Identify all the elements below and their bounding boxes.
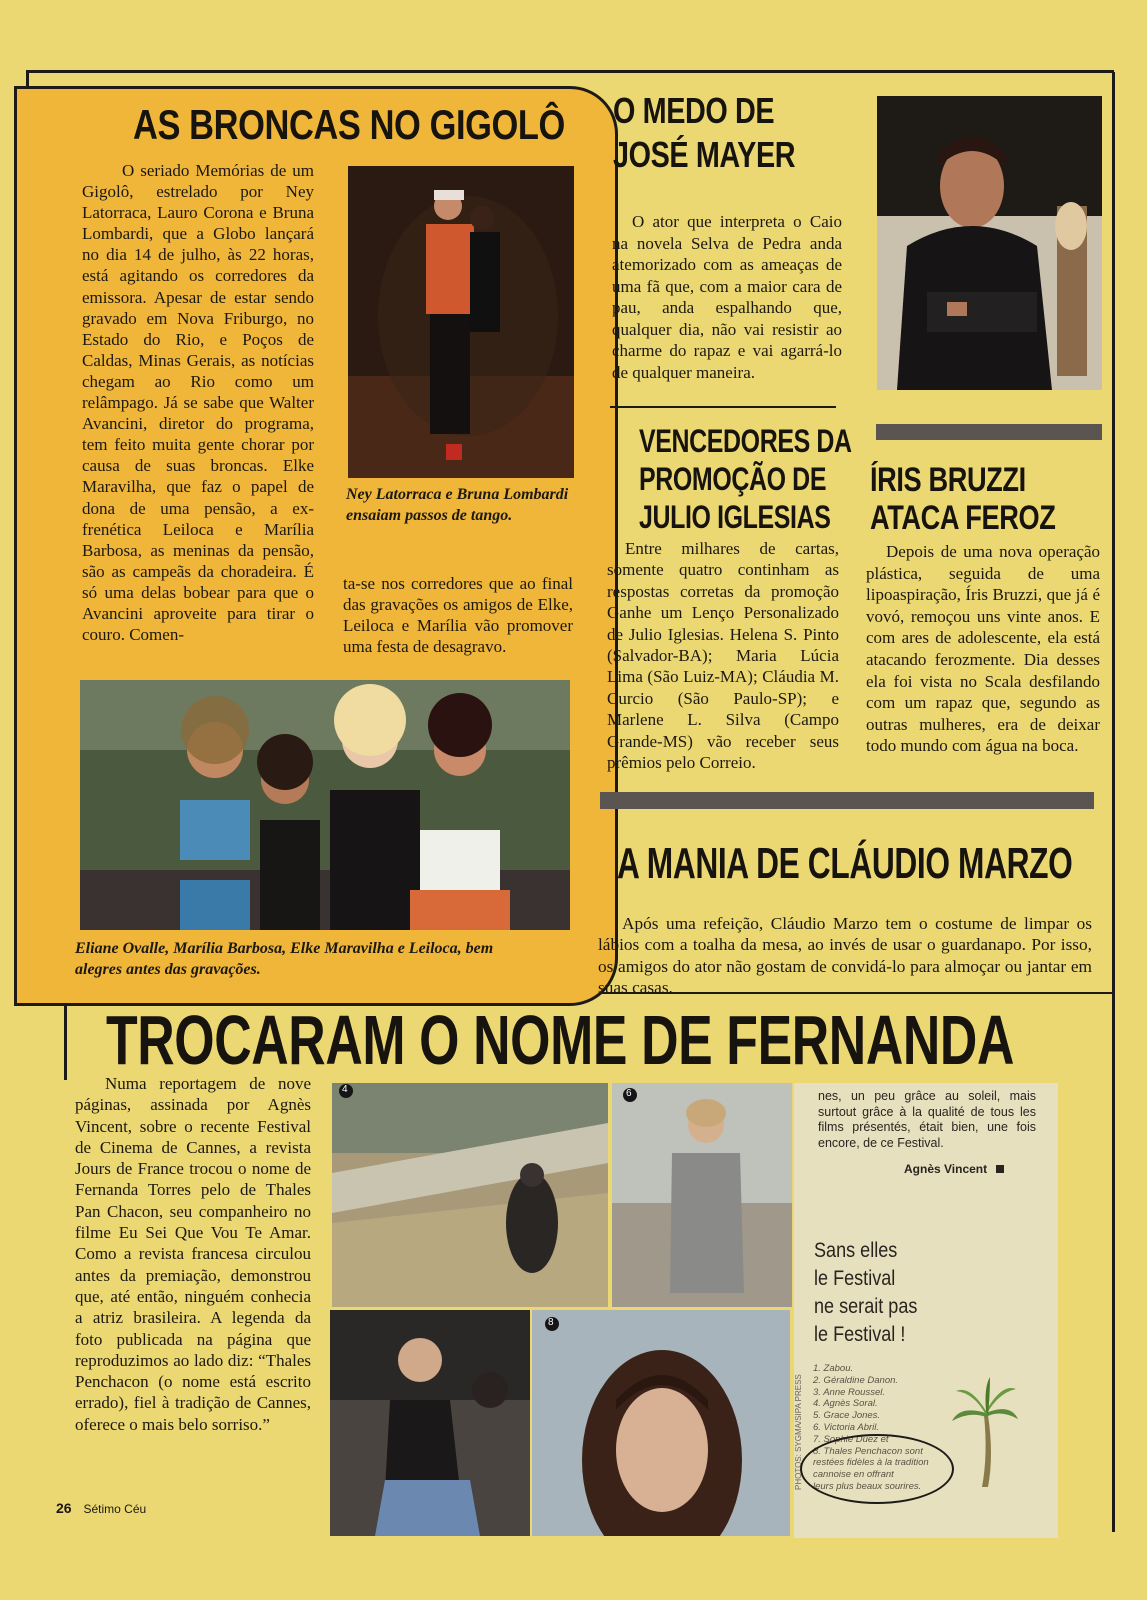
iris-text: Depois de uma nova operação plástica, seguida de uma lipoaspiração, Íris Bruzzi, que já é vovó, remoçou uns vinte anos. E com ares de adolescente, ela está atacando ferozmente. Dia desses ela foi vista no Scala desfilando com um rapaz que, segundo as outras mulheres, era de deixar todo mundo com água na boca.: [866, 542, 1100, 756]
clipping-title-3: ne serait pas: [814, 1295, 918, 1318]
claudio-headline: A MANIA DE CLÁUDIO MARZO: [617, 839, 1073, 888]
top-border-line: [26, 70, 1114, 73]
clipping-list-item: 3. Anne Roussel.: [813, 1386, 885, 1398]
clipping-photo-credit: PHOTOS: SYGMA/SIPA PRESS: [794, 1374, 803, 1490]
clipping-list-item: 8. Thales Penchacon sont: [813, 1445, 923, 1457]
page-number: 26: [56, 1500, 72, 1516]
clipping-handdrawn-ellipse: [800, 1434, 954, 1504]
clipping-photo-zabou: [332, 1083, 608, 1307]
clipping-photo-number-6: 6: [626, 1088, 632, 1099]
clipping-author-name: Agnès Vincent: [904, 1162, 988, 1176]
claudio-text: Após uma refeição, Cláudio Marzo tem o costume de limpar os lábios com a toalha da mesa, ao invés de usar o guardanapo. Por isso, os amigos do ator não gostam de convidá-lo para almoçar ou jantar em suas casas.: [598, 914, 1092, 997]
clipping-photo-number-4: 4: [342, 1084, 348, 1095]
clipping-photo-geraldine: [612, 1083, 792, 1307]
clipping-list-item: cannoise en offrant: [813, 1469, 894, 1481]
photo-actresses-group: [80, 680, 570, 930]
palm-tree-illustration: [950, 1375, 1020, 1490]
julio-text: Entre milhares de cartas, somente quatro continham as respostas corretas da promoção Ganhe um Lenço Personalizado de Julio Iglesias. Helena S. Pinto (Salvador-BA); Maria Lúcia Lima (São Luiz-MA); Cláudia M. Curcio (São Paulo-SP); e Marlene L. Silva (Campo Grande-MS) vão receber seus prêmios pelo Correio.: [607, 539, 839, 773]
clipping-title-2: le Festival: [814, 1267, 896, 1290]
clipping-title-1: Sans elles: [814, 1239, 898, 1262]
jose-mayer-headline-2: JOSÉ MAYER: [613, 134, 796, 175]
magazine-name: Sétimo Céu: [83, 1502, 147, 1516]
boxed-story-headline: AS BRONCAS NO GIGOLÔ: [133, 101, 565, 148]
photo-tango-rehearsal: [348, 166, 574, 478]
clipping-list-item: 6. Victoria Abril.: [813, 1421, 879, 1433]
julio-headline-3: JULIO IGLESIAS: [639, 499, 831, 535]
julio-headline-2: PROMOÇÃO DE: [639, 461, 827, 497]
clipping-title-4: le Festival !: [814, 1323, 906, 1346]
boxed-story-col2-text: ta-se nos corredores que ao final das gravações os amigos de Elke, Leiloca e Marília vão promover uma festa de desagravo.: [343, 574, 573, 656]
fernanda-headline: TROCARAM O NOME DE FERNANDA: [106, 1001, 1015, 1079]
photo-actresses-caption: Eliane Ovalle, Marília Barbosa, Elke Maravilha e Leiloca, bem alegres antes das gravações.: [75, 940, 494, 978]
clipping-list-item: restées fidèles à la tradition: [813, 1457, 929, 1469]
photo-tango-caption: Ney Latorraca e Bruna Lombardi ensaiam passos de tango.: [346, 486, 569, 524]
clipping-author: [904, 1162, 1004, 1176]
julio-headline-1: VENCEDORES DA: [639, 423, 852, 459]
fernanda-text: Numa reportagem de nove páginas, assinada por Agnès Vincent, sobre o recente Festival de Cinema de Cannes, a revista Jours de France trocou o nome de Fernanda Torres pelo de Thales Pan Chacon, seu companheiro no filme Eu Sei Que Vou Te Amar. Como a revista francesa circulou antes da premiação, demonstrou que, até então, ninguém conhecia a atriz brasileira. A legenda da foto publicada na página que reproduzimos ao lado diz: “Thales Penchacon (o nome está escrito errado), fiel à tradição de Cannes, oferece o mais belo sorriso.”: [75, 1074, 311, 1434]
clipping-intro-text: nes, un peu grâce au soleil, mais surtout grâce à la qualité de tous les films présentés, était bien, une fois encore, de ce Festival.: [818, 1089, 1036, 1150]
clipping-photo-grace: [330, 1310, 530, 1536]
photo-jose-mayer: [877, 96, 1102, 390]
iris-headline-2: ATACA FEROZ: [870, 499, 1056, 537]
iris-headline-1: ÍRIS BRUZZI: [870, 461, 1026, 499]
clipping-list-item: 4. Agnès Soral.: [813, 1398, 878, 1410]
clipping-list-item: 7. Sophie Duez et: [813, 1433, 889, 1445]
jose-mayer-headline-1: O MEDO DE: [613, 90, 775, 131]
page-footer: [56, 1500, 146, 1516]
iris-top-bar: [876, 424, 1102, 440]
clipping-list-item: leurs plus beaux sourires.: [813, 1480, 922, 1492]
jose-mayer-divider: [610, 406, 836, 408]
boxed-story-col1-text: O seriado Memórias de um Gigolô, estrelado por Ney Latorraca, Lauro Corona e Bruna Lombardi, que a Globo lançará no dia 14 de julho, às 22 horas, está agitando os corredores da emissora. Apesar de estar sendo gravado em Nova Friburgo, no Estado do Rio, e Poços de Caldas, Minas Gerais, as notícias chegam ao Rio como um relâmpago. Já se sabe que Walter Avancini, diretor do programa, tem feito muita gente chorar por causa de suas broncas. Elke Maravilha, que faz o papel de dona de uma pensão, a ex-frenética Leiloca e Marília Barbosa, as meninas da pensão, são as campeãs da choradeira. É só uma delas bobear para que o Avancini aproveite para tirar o couro. Comen-: [82, 161, 314, 645]
jose-mayer-text: O ator que interpreta o Caio na novela Selva de Pedra anda atemorizado com as ameaças de uma fã que, com a maior cara de pau, anda espalhando que, qualquer dia, não vai resistir ao charme do rapaz e vai agarrá-lo de qualquer maneira.: [612, 212, 842, 382]
clipping-list-item: 1. Zabou.: [813, 1363, 854, 1374]
clipping-list-item: 5. Grace Jones.: [813, 1410, 881, 1422]
clipping-list-item: 2. Géraldine Danon.: [813, 1374, 899, 1386]
right-border-line: [1112, 72, 1115, 1532]
clipping-end-mark: [996, 1165, 1004, 1173]
claudio-top-bar: [600, 792, 1094, 809]
clipping-photo-number-8: 8: [548, 1317, 554, 1328]
clipping-photo-sophie: [532, 1310, 790, 1536]
